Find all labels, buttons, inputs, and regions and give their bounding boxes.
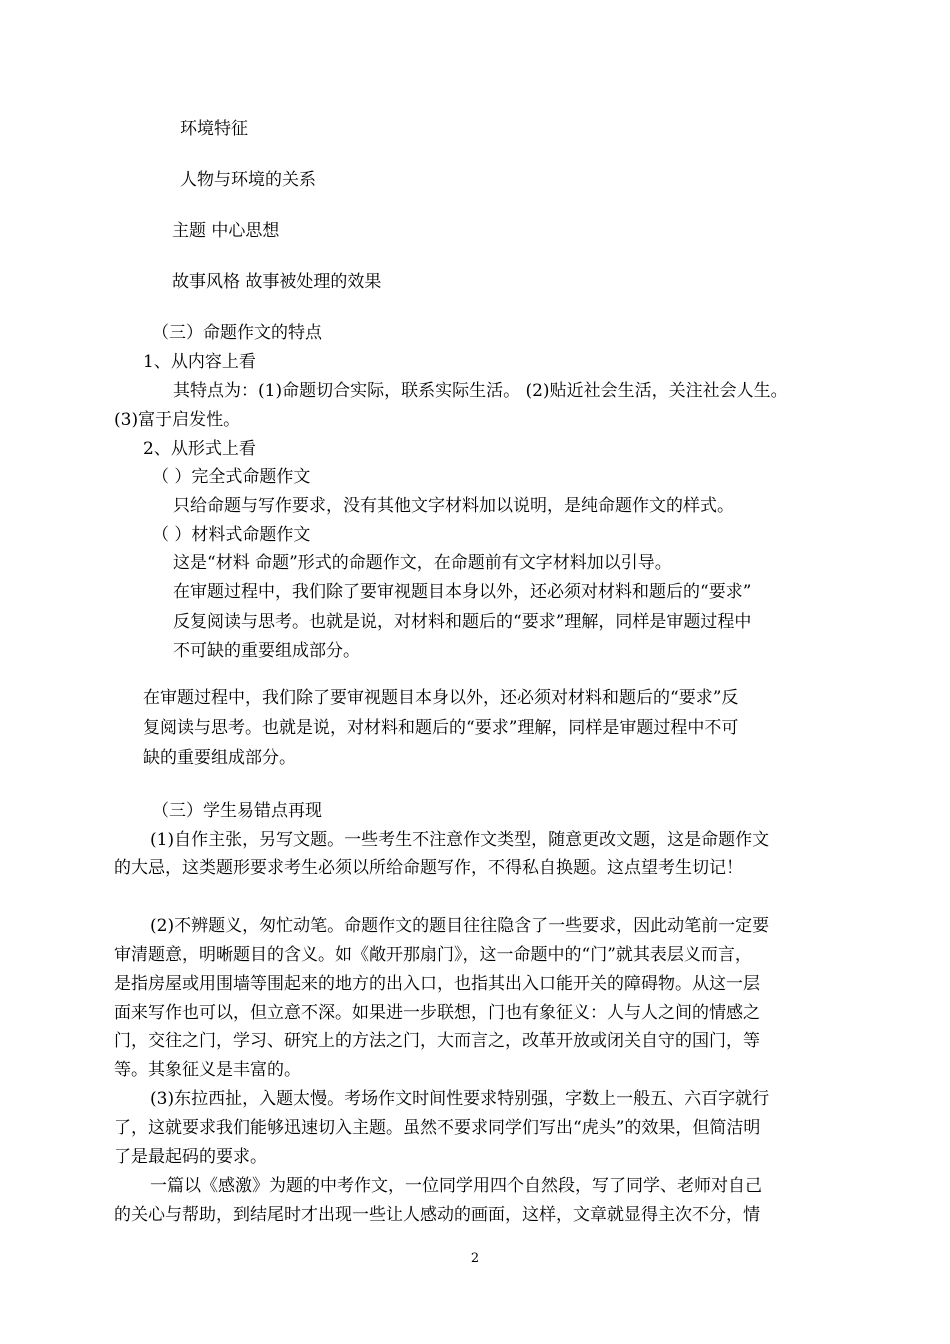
section-heading: （三）命题作文的特点 <box>152 323 322 343</box>
paragraph-line: 门，交往之门，学习、研究上的方法之门，大而言之，改革开放或闭关自守的国门，等 <box>114 1031 760 1051</box>
subsection-heading: 2、从形式上看 <box>143 439 256 459</box>
paragraph-line: 了是最起码的要求。 <box>114 1147 267 1167</box>
paragraph-line: 等。其象征义是丰富的。 <box>114 1060 301 1080</box>
paragraph-line: (1)自作主张，另写文题。一些考生不注意作文类型，随意更改文题，这是命题作文 <box>150 830 770 850</box>
paragraph-line: (3)东拉西扯，入题太慢。考场作文时间性要求特别强，字数上一般五、六百字就行 <box>150 1089 770 1109</box>
item-heading: （ ）材料式命题作文 <box>152 525 311 545</box>
paragraph-line: 复阅读与思考。也就是说，对材料和题后的“要求”理解，同样是审题过程中不可 <box>143 718 739 738</box>
paragraph-line: 的关心与帮助，到结尾时才出现一些让人感动的画面，这样，文章就显得主次不分，情 <box>114 1205 760 1225</box>
paragraph-line: (3)富于启发性。 <box>114 410 241 430</box>
paragraph-line: 一篇以《感激》为题的中考作文，一位同学用四个自然段，写了同学、老师对自己 <box>150 1176 762 1196</box>
outline-line: 人物与环境的关系 <box>180 170 316 190</box>
paragraph-line: 这是“材料 命题”形式的命题作文，在命题前有文字材料加以引导。 <box>173 553 672 573</box>
paragraph-line: (2)不辨题义，匆忙动笔。命题作文的题目往往隐含了一些要求，因此动笔前一定要 <box>150 916 770 936</box>
paragraph-line: 不可缺的重要组成部分。 <box>173 641 360 661</box>
item-heading: （ ）完全式命题作文 <box>152 467 311 487</box>
paragraph-line: 缺的重要组成部分。 <box>143 748 296 768</box>
paragraph-line: 在审题过程中，我们除了要审视题目本身以外，还必须对材料和题后的“要求” <box>173 582 752 602</box>
outline-line: 故事风格 故事被处理的效果 <box>172 272 382 292</box>
page-number: 2 <box>470 1251 480 1266</box>
paragraph-line: 在审题过程中，我们除了要审视题目本身以外，还必须对材料和题后的“要求”反 <box>143 688 739 708</box>
paragraph-line: 审清题意，明晰题目的含义。如《敞开那扇门》，这一命题中的“门”就其表层义而言， <box>114 945 752 965</box>
paragraph-line: 是指房屋或用围墙等围起来的地方的出入口，也指其出入口能开关的障碍物。从这一层 <box>114 974 760 994</box>
paragraph-line: 反复阅读与思考。也就是说，对材料和题后的“要求”理解，同样是审题过程中 <box>173 612 752 632</box>
paragraph-line: 只给命题与写作要求，没有其他文字材料加以说明，是纯命题作文的样式。 <box>173 496 734 516</box>
outline-line: 环境特征 <box>180 119 248 139</box>
paragraph-line: 了，这就要求我们能够迅速切入主题。虽然不要求同学们写出“虎头”的效果，但简洁明 <box>114 1118 761 1138</box>
subsection-heading: 1、从内容上看 <box>143 352 256 372</box>
paragraph-line: 的大忌，这类题形要求考生必须以所给命题写作，不得私自换题。这点望考生切记！ <box>114 858 743 878</box>
paragraph-line: 其特点为：(1)命题切合实际，联系实际生活。 (2)贴近社会生活，关注社会人生。 <box>173 381 788 401</box>
paragraph-line: 面来写作也可以，但立意不深。如果进一步联想，门也有象征义：人与人之间的情感之 <box>114 1003 760 1023</box>
section-heading: （三）学生易错点再现 <box>152 801 322 821</box>
outline-line: 主题 中心思想 <box>172 221 280 241</box>
